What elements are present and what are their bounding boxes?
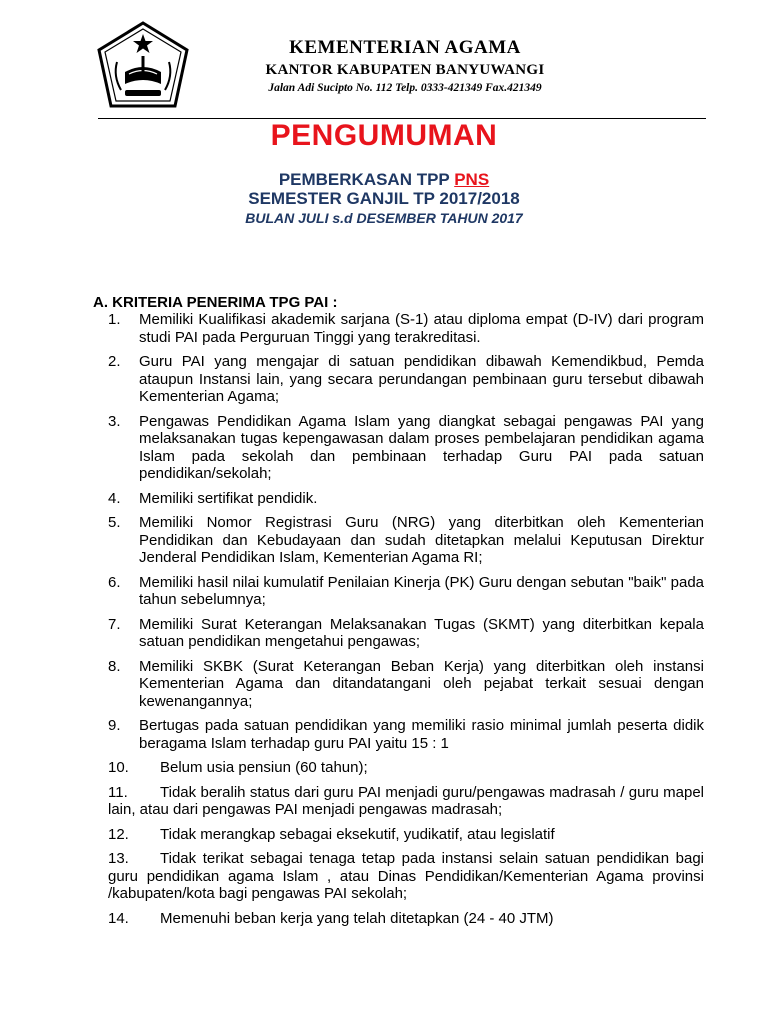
section-heading: A. KRITERIA PENERIMA TPG PAI :	[93, 294, 338, 311]
letterhead	[200, 36, 610, 96]
item-text: Guru PAI yang mengajar di satuan pendidikan dibawah Kemendikbud, Pemda ataupun Instansi lain, yang secara perundangan pembinaan guru tersebut dibawah Kementerian Agama;	[139, 353, 704, 405]
item-number: 2.	[108, 353, 121, 370]
list-item	[108, 311, 704, 346]
item-number: 9.	[108, 717, 121, 734]
subtitle-line1	[0, 170, 768, 190]
list-item	[108, 658, 704, 711]
item-text: Memiliki hasil nilai kumulatif Penilaian Kinerja (PK) Guru dengan sebutan "baik" pada tahun sebelumnya;	[139, 573, 704, 608]
item-number: 11.	[108, 783, 128, 801]
list-item	[108, 413, 704, 483]
list-item	[108, 784, 704, 819]
list-item	[108, 759, 704, 777]
letterhead-ministry: KEMENTERIAN AGAMA	[289, 37, 521, 58]
item-text: Memiliki sertifikat pendidik.	[139, 489, 318, 507]
item-text	[108, 784, 704, 819]
item-text: Memiliki SKBK (Surat Keterangan Beban Kerja) yang diterbitkan oleh instansi Kementerian Agama dan ditandatangani oleh pejabat terkait sesuai dengan kewenangannya;	[139, 657, 704, 710]
subtitle-highlight: PNS	[454, 170, 490, 189]
item-number: 8.	[108, 657, 121, 675]
item-number: 5.	[108, 514, 121, 531]
item-body: Tidak terikat sebagai tenaga tetap pada instansi selain satuan pendidikan bagi guru pendidikan agama Islam , atau Dinas Pendidikan/Kementerian Agama provinsi /kabupaten/kota bagi pengawas PAI sekolah;	[108, 850, 704, 902]
item-text: Tidak merangkap sebagai eksekutif, yudikatif, atau legislatif	[160, 825, 555, 843]
item-body: Tidak beralih status dari guru PAI menjadi guru/pengawas madrasah / guru mapel lain, atau dari pengawas PAI menjadi pengawas madrasah;	[108, 783, 704, 818]
item-number: 13.	[108, 850, 129, 867]
item-number: 4.	[108, 489, 121, 507]
item-number: 10.	[108, 759, 129, 776]
item-text: Memenuhi beban kerja yang telah ditetapkan (24 - 40 JTM)	[160, 909, 554, 927]
criteria-list	[108, 311, 704, 934]
item-number: 7.	[108, 615, 121, 633]
list-item	[108, 574, 704, 609]
letterhead-address: Jalan Adi Sucipto No. 112 Telp. 0333-421349 Fax.421349	[268, 82, 542, 94]
item-number: 3.	[108, 412, 121, 430]
item-text: Belum usia pensiun (60 tahun);	[160, 759, 368, 776]
item-number: 14.	[108, 909, 129, 927]
list-item	[108, 616, 704, 651]
letterhead-office: KANTOR KABUPATEN BANYUWANGI	[265, 62, 545, 78]
list-item	[108, 353, 704, 406]
list-item	[108, 910, 704, 928]
list-item	[108, 826, 704, 844]
item-text: Bertugas pada satuan pendidikan yang memiliki rasio minimal jumlah peserta didik beragama Islam terhadap guru PAI yaitu 15 : 1	[139, 717, 704, 752]
item-text: Pengawas Pendidikan Agama Islam yang diangkat sebagai pengawas PAI yang melaksanakan tugas kepengawasan dalam proses pembelajaran pendidikan agama Islam pada sekolah dan pembinaan terhadap Guru PAI pada satuan pendidikan/sekolah;	[139, 412, 704, 482]
subtitle-line3: BULAN JULI s.d DESEMBER TAHUN 2017	[245, 210, 523, 226]
item-text: Memiliki Surat Keterangan Melaksanakan Tugas (SKMT) yang diterbitkan kepala satuan pendidikan mengetahui pengawas;	[139, 615, 704, 650]
subtitle-line2: SEMESTER GANJIL TP 2017/2018	[248, 189, 520, 208]
list-item	[108, 717, 704, 752]
item-number: 6.	[108, 573, 121, 591]
list-item	[108, 490, 704, 508]
item-text: Memiliki Nomor Registrasi Guru (NRG) yang diterbitkan oleh Kementerian Pendidikan dan Kebudayaan dan sudah ditetapkan melalui Keputusan Direktur Jenderal Pendidikan Islam, Kementerian Agama RI;	[139, 514, 704, 566]
page-title: PENGUMUMAN	[270, 119, 498, 152]
kemenag-emblem-icon	[95, 20, 191, 112]
item-text: Memiliki Kualifikasi akademik sarjana (S-1) atau diploma empat (D-IV) dari program studi PAI pada Perguruan Tinggi yang terakreditasi.	[139, 311, 704, 346]
item-number: 1.	[108, 311, 121, 328]
subtitle-prefix: PEMBERKASAN TPP	[278, 170, 455, 189]
item-number: 12.	[108, 825, 129, 843]
item-text	[108, 850, 704, 903]
list-item	[108, 514, 704, 567]
list-item	[108, 850, 704, 903]
